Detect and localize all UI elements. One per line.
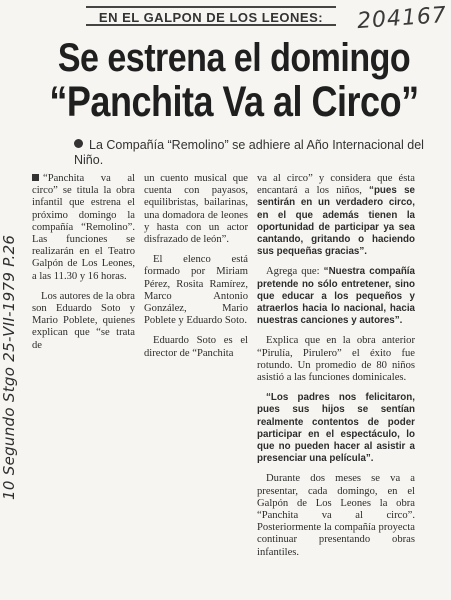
subheadline [74,138,434,168]
article-paragraph: Durante dos meses se va a presentar, cada domingo, en el Galpón de Los Leones la obra “Panchita va al circo”. Posteriormente la compañía proyecta continuar presentando obras infantiles. [257,473,415,558]
article-quote: “pues se sentirán en un verdadero circo, en el que además tienen la oportunidad de participar ya sea cantando, gritando o haciendo sus pequeñas gracias”. [257,185,415,258]
handwritten-archive-number: 204167 [356,2,448,35]
headline [34,35,434,126]
article-paragraph: un cuento musical que cuenta con payasos, equilibristas, bailarinas, una domadora de leones y hasta con un actor disfrazado de león”. [144,173,248,246]
article-paragraph: va al circo” y considera que ésta encantará a los niños, “pues se sentirán en un verdadero circo, en el que además tienen la oportunidad de participar ya sea cantando, gritando o haciendo sus pequeñas gracias”. [257,173,415,258]
article-column-2 [144,173,248,368]
bullet-icon [74,139,83,148]
article-paragraph: El elenco está formado por Miriam Pérez, Rosita Ramírez, Marco Antonio González, Mario Poblete y Eduardo Soto. [144,254,248,327]
article-paragraph: “Panchita va al circo” se titula la obra infantil que estrena el próximo domingo la compañía “Remolino”. Las funciones se realizarán en el Teatro Galpón de Los Leones, a las 11.30 y 16 horas. [32,173,135,282]
article-paragraph: Agrega que: “Nuestra compañía pretende no sólo entretener, sino que educar a los pequeños y atraerlos hacia lo nacional, hacia nuestras canciones y autores”. [257,266,415,327]
article-quote: “Nuestra compañía pretende no sólo entretener, sino que educar a los pequeños y atraerlos hacia lo nacional, hacia nuestras canciones y autores”. [257,266,415,327]
article-column-3 [257,173,415,567]
subheadline-text: La Compañía “Remolino” se adhiere al Año Internacional del Niño. [74,138,424,167]
square-bullet-icon [32,174,39,181]
article-paragraph: Explica que en la obra anterior “Pirulía, Pirulero” el éxito fue rotundo. Un promedio de 80 niños asistió a las funciones dominicales. [257,335,415,384]
article-column-1 [32,173,135,360]
article-paragraph: Eduardo Soto es el director de “Panchita [144,335,248,359]
article-paragraph: Los autores de la obra son Eduardo Soto y Mario Poblete, quienes explican que “se trata de [32,290,135,351]
headline-line-1: Se estrena el domingo [57,35,411,81]
kicker-label: EN EL GALPON DE LOS LEONES: [86,6,336,26]
headline-line-2: “Panchita Va al Circo” [49,77,419,126]
handwritten-source-note: 10 Segundo Stgo 25-VII-1979 P.26 [0,234,18,500]
article-quote-paragraph: “Los padres nos felicitaron, pues sus hijos se sentían realmente contentos de poder participar en el espectáculo, lo que no pueden hacer al asistir a presenciar una película”. [257,392,415,465]
